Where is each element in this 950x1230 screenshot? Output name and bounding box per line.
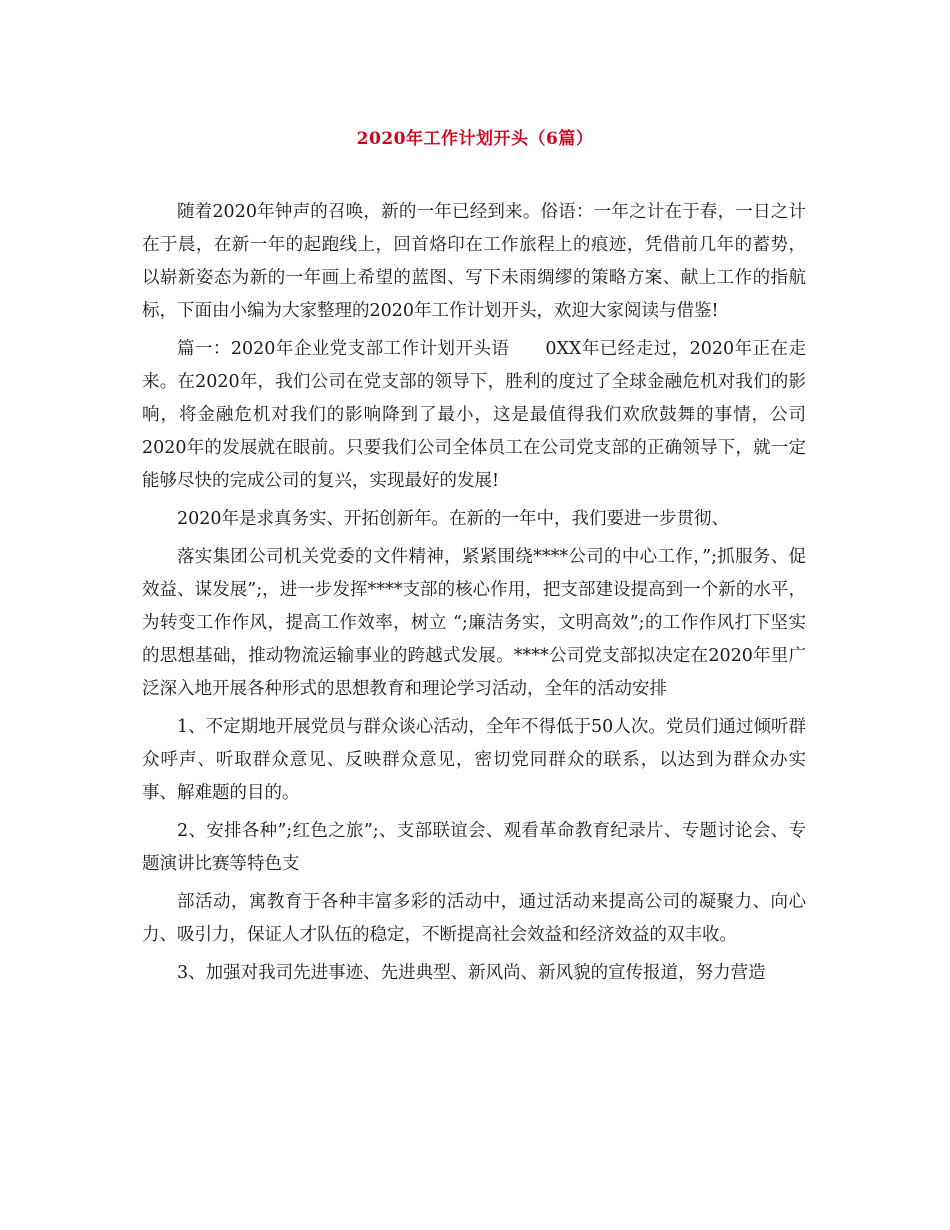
- document-title: 2020年工作计划开头（6篇）: [356, 129, 594, 149]
- paragraph-item-2: 2、安排各种”;红色之旅”;、支部联谊会、观看革命教育纪录片、专题讨论会、专题演讲比赛等特色支: [142, 821, 806, 874]
- paragraph-2020-goal: 2020年是求真务实、开拓创新年。在新的一年中，我们要进一步贯彻、: [177, 509, 730, 529]
- paragraph-item-3: 3、加强对我司先进事迹、先进典型、新风尚、新风貌的宣传报道，努力营造: [177, 963, 766, 983]
- document-body: [142, 196, 806, 995]
- paragraph-implementation: 落实集团公司机关党委的文件精神，紧紧围绕****公司的中心工作，”;抓服务、促效益、谋发展”;，进一步发挥****支部的核心作用，把支部建设提高到一个新的水平，为转变工作作风，提高工作效率，树立 “;廉洁务实，文明高效”;的工作作风打下坚实的思想基础，推动物流运输事业的跨越式发展。****公司党支部拟决定在2020年里广泛深入地开展各种形式的思想教育和理论学习活动，全年的活动安排: [142, 547, 806, 699]
- paragraph-part-one: 篇一：2020年企业党支部工作计划开头语 0XX年已经走过，2020年正在走来。在2020年，我们公司在党支部的领导下，胜利的度过了全球金融危机对我们的影响，将金融危机对我们的影响降到了最小，这是最值得我们欢欣鼓舞的事情，公司2020年的发展就在眼前。只要我们公司全体员工在公司党支部的正确领导下，就一定能够尽快的完成公司的复兴，实现最好的发展!: [142, 339, 806, 491]
- paragraph-item-2-cont: 部活动，寓教育于各种丰富多彩的活动中，通过活动来提高公司的凝聚力、向心力、吸引力，保证人才队伍的稳定，不断提高社会效益和经济效益的双丰收。: [142, 892, 806, 945]
- paragraph-item-1: 1、不定期地开展党员与群众谈心活动，全年不得低于50人次。党员们通过倾听群众呼声、听取群众意见、反映群众意见，密切党同群众的联系，以达到为群众办实事、解难题的目的。: [142, 717, 806, 803]
- paragraph-intro: 随着2020年钟声的召唤，新的一年已经到来。俗语：一年之计在于春，一日之计在于晨，在新一年的起跑线上，回首烙印在工作旅程上的痕迹，凭借前几年的蓄势，以崭新姿态为新的一年画上希望的蓝图、写下未雨绸缪的策略方案、献上工作的指航标，下面由小编为大家整理的2020年工作计划开头，欢迎大家阅读与借鉴!: [142, 202, 806, 321]
